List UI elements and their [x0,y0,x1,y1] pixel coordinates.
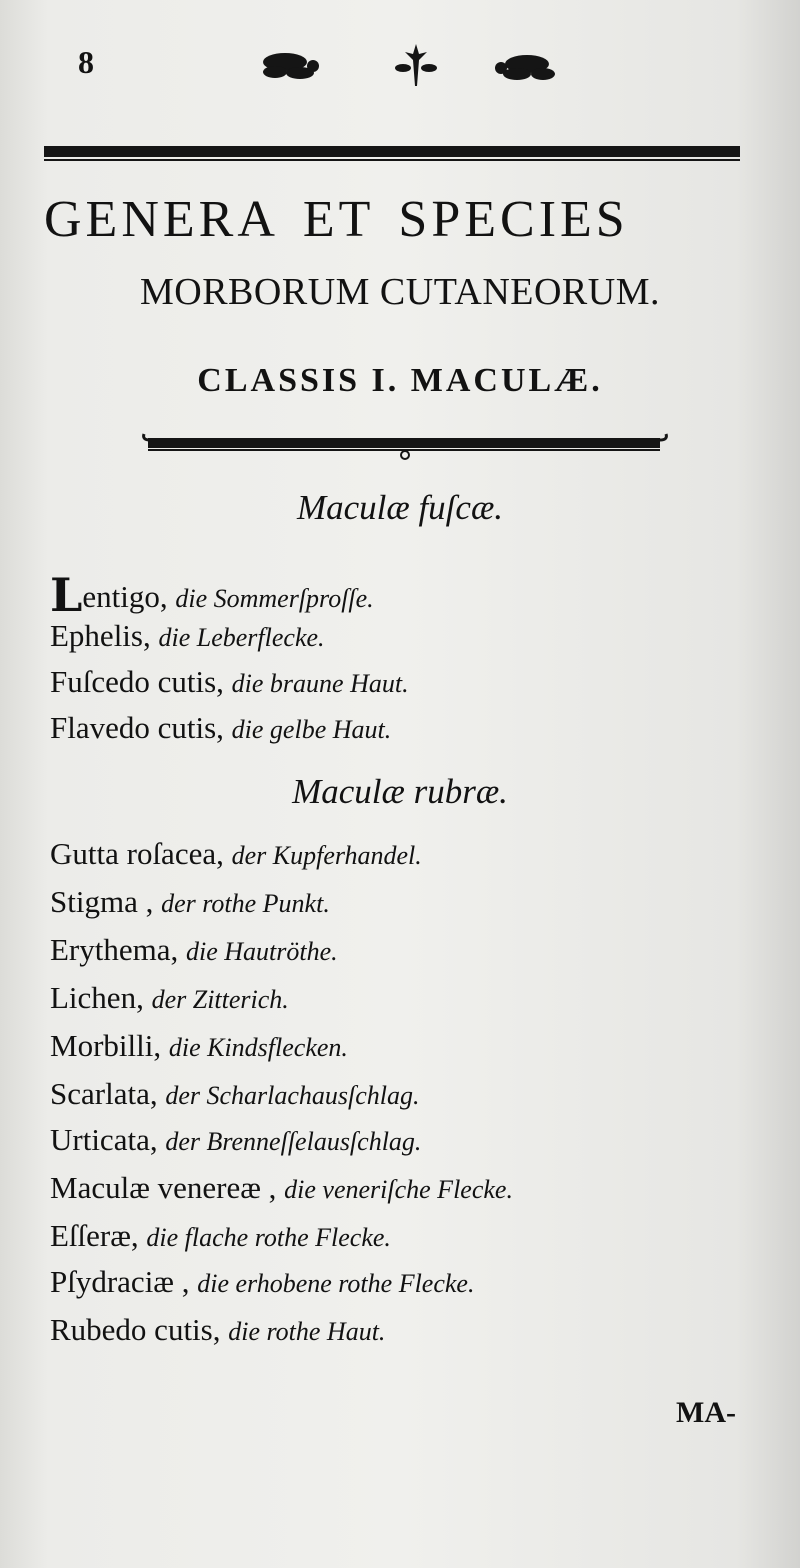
entry-row [50,1078,750,1109]
latin-term: Erythema, [50,932,179,967]
latin-term: Ephelis, [50,618,151,653]
latin-term: Fuſcedo cutis, [50,664,224,699]
german-term: die Hautröthe. [186,937,338,966]
entry-row [50,1172,750,1203]
latin-term: Gutta roſacea, [50,836,224,871]
german-term: der rothe Punkt. [161,889,330,918]
entry-row [50,886,750,917]
latin-term: Flavedo cutis, [50,710,224,745]
latin-term: Eſſeræ, [50,1218,139,1253]
entry-row [50,568,750,622]
main-title [44,190,748,249]
entry-row [50,712,750,743]
german-term: die rothe Haut. [228,1317,386,1346]
german-term: der Brenneſſelausſchlag. [165,1127,422,1156]
german-term: die Kindsflecken. [168,1033,348,1062]
german-term: die erhobene rothe Flecke. [197,1269,475,1298]
center-floral-ornament [395,44,437,86]
class-heading: CLASSIS I. MACULÆ. [197,362,603,399]
german-term: die gelbe Haut. [231,715,392,744]
entry-row [50,666,750,697]
drop-cap-initial: L [50,568,83,622]
german-term: der Scharlachausſchlag. [165,1081,420,1110]
section-heading: Maculæ fuſcæ. [296,488,504,527]
catchword: MA- [676,1396,736,1429]
subtitle: MORBORUM CUTANEORUM. [139,271,660,313]
latin-term: Maculæ venereæ , [50,1170,277,1205]
german-term: die veneriſche Flecke. [284,1175,513,1204]
latin-term: Stigma , [50,884,154,919]
entry-row [50,620,750,651]
entry-row [50,1124,750,1155]
entry-row [50,982,750,1013]
latin-term: Rubedo cutis, [50,1312,221,1347]
german-term: der Zitterich. [151,985,289,1014]
entry-row [50,1314,750,1345]
german-term: die Sommerſproſſe. [175,584,374,613]
title-word-1: GENERA [44,191,279,248]
title-word-3: SPECIES [398,191,629,248]
german-term: die flache rothe Flecke. [146,1223,391,1252]
top-rule [44,144,740,164]
entry-row [50,1266,750,1297]
section-heading: Maculæ rubræ. [292,772,508,811]
left-floral-ornament [263,53,319,79]
german-term: die Leberflecke. [158,623,325,652]
title-word-2: ET [302,191,375,248]
page-number: 8 [78,44,94,80]
latin-term: Pſydraciæ , [50,1264,190,1299]
entry-row [50,1030,750,1061]
latin-term: entigo, [82,579,168,614]
right-floral-ornament [495,55,555,80]
german-term: der Kupferhandel. [231,841,422,870]
decorative-rule [140,428,670,462]
entry-row [50,934,750,965]
latin-term: Scarlata, [50,1076,158,1111]
latin-term: Urticata, [50,1122,158,1157]
header-ornament [255,42,565,92]
entry-row [50,838,750,869]
latin-term: Lichen, [50,980,144,1015]
entry-row [50,1220,750,1251]
latin-term: Morbilli, [50,1028,162,1063]
german-term: die braune Haut. [231,669,409,698]
